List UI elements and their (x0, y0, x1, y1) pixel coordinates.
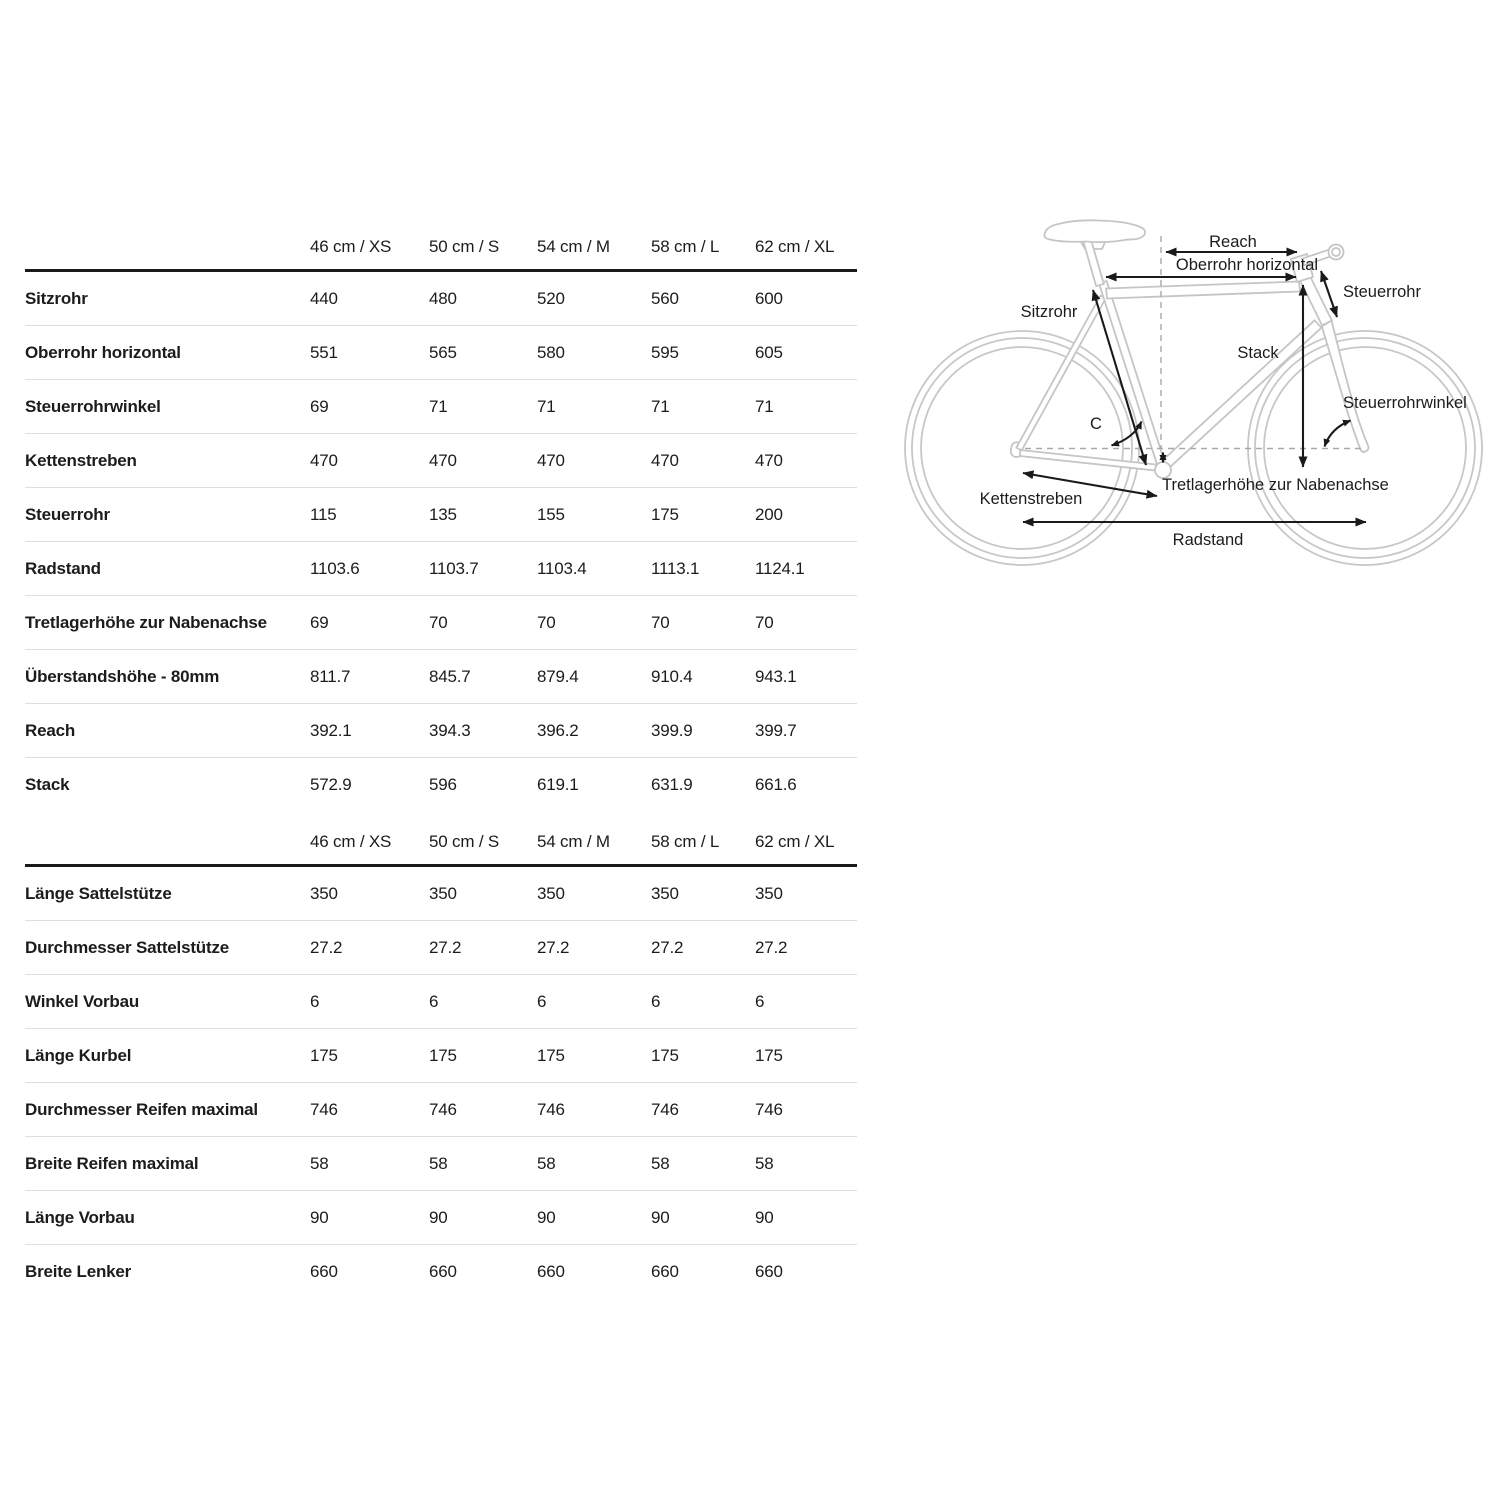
cell-value: 595 (651, 342, 679, 362)
cell-value: 90 (651, 1207, 670, 1227)
cell-value: 470 (755, 450, 783, 470)
head-angle-arc (1325, 421, 1351, 447)
table-row (25, 433, 857, 487)
row-label: Stack (25, 774, 70, 794)
cell-value: 350 (755, 883, 783, 903)
cell-value: 1124.1 (755, 558, 805, 578)
table-row (25, 1190, 857, 1244)
size-column-header: 46 cm / XS (310, 237, 392, 256)
tretlagerhoehe-label: Tretlagerhöhe zur Nabenachse (1162, 476, 1389, 494)
row-label: Durchmesser Reifen maximal (25, 1099, 258, 1119)
cell-value: 879.4 (537, 666, 579, 686)
row-label: Radstand (25, 558, 101, 578)
cell-value: 470 (537, 450, 565, 470)
cell-value: 1103.4 (537, 558, 587, 578)
cell-value: 70 (537, 612, 556, 632)
steuerrohrwinkel-label: Steuerrohrwinkel (1343, 394, 1467, 412)
row-label: Länge Vorbau (25, 1207, 135, 1227)
cell-value: 135 (429, 504, 457, 524)
down-tube (1163, 320, 1322, 467)
cell-value: 155 (537, 504, 565, 524)
cell-value: 71 (537, 396, 556, 416)
cell-value: 71 (429, 396, 448, 416)
table-row (25, 595, 857, 649)
size-column-header: 62 cm / XL (755, 237, 835, 256)
cell-value: 6 (755, 991, 765, 1011)
cell-value: 6 (651, 991, 661, 1011)
cell-value: 746 (651, 1099, 679, 1119)
row-label: Steuerrohr (25, 504, 110, 524)
cell-value: 580 (537, 342, 565, 362)
table-row (25, 1082, 857, 1136)
cell-value: 560 (651, 288, 679, 308)
cell-value: 470 (429, 450, 457, 470)
row-label: Winkel Vorbau (25, 991, 140, 1011)
cell-value: 661.6 (755, 774, 797, 794)
size-column-header: 54 cm / M (537, 832, 610, 851)
stack-label: Stack (1237, 344, 1279, 362)
cell-value: 175 (651, 504, 679, 524)
reach-label: Reach (1209, 233, 1257, 251)
cell-value: 396.2 (537, 720, 579, 740)
cell-value: 6 (310, 991, 320, 1011)
cell-value: 71 (755, 396, 774, 416)
cell-value: 175 (429, 1045, 457, 1065)
sitzrohr-label: Sitzrohr (1020, 303, 1078, 321)
cell-value: 660 (310, 1261, 338, 1281)
table-row (25, 757, 857, 811)
table-row (25, 703, 857, 757)
size-column-header: 54 cm / M (537, 237, 610, 256)
cell-value: 70 (429, 612, 448, 632)
handlebar-inner (1332, 248, 1340, 256)
bike-geometry-diagram (880, 190, 1500, 610)
cell-value: 70 (755, 612, 774, 632)
cell-value: 392.1 (310, 720, 352, 740)
cell-value: 572.9 (310, 774, 352, 794)
cell-value: 660 (755, 1261, 783, 1281)
cell-value: 470 (651, 450, 679, 470)
row-label: Breite Reifen maximal (25, 1153, 199, 1173)
size-column-header: 50 cm / S (429, 832, 500, 851)
cell-value: 619.1 (537, 774, 579, 794)
row-label: Länge Sattelstütze (25, 883, 172, 903)
row-label: Breite Lenker (25, 1261, 132, 1281)
cell-value: 480 (429, 288, 457, 308)
cell-value: 175 (651, 1045, 679, 1065)
row-label: Tretlagerhöhe zur Nabenachse (25, 612, 267, 632)
row-label: Reach (25, 720, 76, 740)
seat-angle-c-label: C (1090, 415, 1102, 433)
cell-value: 565 (429, 342, 457, 362)
cell-value: 470 (310, 450, 338, 470)
size-column-header: 58 cm / L (651, 237, 720, 256)
cell-value: 350 (651, 883, 679, 903)
seat-tube (1099, 281, 1167, 471)
cell-value: 399.9 (651, 720, 693, 740)
row-label: Steuerrohrwinkel (25, 396, 161, 416)
cell-value: 69 (310, 612, 329, 632)
cell-value: 605 (755, 342, 783, 362)
cell-value: 70 (651, 612, 670, 632)
table-row (25, 649, 857, 703)
geometry-table-frame (25, 225, 857, 811)
cell-value: 746 (310, 1099, 338, 1119)
table-row (25, 272, 857, 325)
cell-value: 746 (755, 1099, 783, 1119)
row-label: Überstandshöhe - 80mm (25, 666, 220, 686)
table-row (25, 487, 857, 541)
cell-value: 660 (651, 1261, 679, 1281)
kettenstreben-label: Kettenstreben (979, 490, 1083, 508)
cell-value: 90 (755, 1207, 774, 1227)
row-label: Länge Kurbel (25, 1045, 132, 1065)
cell-value: 350 (429, 883, 457, 903)
cell-value: 660 (537, 1261, 565, 1281)
size-column-header: 50 cm / S (429, 237, 500, 256)
table-row (25, 541, 857, 595)
size-column-header: 46 cm / XS (310, 832, 392, 851)
cell-value: 58 (755, 1153, 774, 1173)
cell-value: 27.2 (537, 937, 570, 957)
cell-value: 90 (537, 1207, 556, 1227)
cell-value: 440 (310, 288, 338, 308)
cell-value: 175 (755, 1045, 783, 1065)
cell-value: 551 (310, 342, 338, 362)
cell-value: 58 (537, 1153, 556, 1173)
cell-value: 350 (537, 883, 565, 903)
steuerrohr-label: Steuerrohr (1343, 283, 1421, 301)
cell-value: 90 (429, 1207, 448, 1227)
cell-value: 399.7 (755, 720, 797, 740)
cell-value: 746 (537, 1099, 565, 1119)
cell-value: 200 (755, 504, 783, 524)
cell-value: 943.1 (755, 666, 797, 686)
table-row (25, 1244, 857, 1298)
size-header-row (25, 225, 857, 272)
table-row (25, 1028, 857, 1082)
cell-value: 394.3 (429, 720, 471, 740)
cell-value: 1103.6 (310, 558, 360, 578)
table-row (25, 867, 857, 920)
cell-value: 175 (537, 1045, 565, 1065)
cell-value: 6 (429, 991, 439, 1011)
row-label: Durchmesser Sattelstütze (25, 937, 229, 957)
row-label: Sitzrohr (25, 288, 88, 308)
cell-value: 27.2 (429, 937, 462, 957)
cell-value: 175 (310, 1045, 338, 1065)
cell-value: 520 (537, 288, 565, 308)
radstand-label: Radstand (1172, 531, 1244, 549)
cell-value: 6 (537, 991, 547, 1011)
geometry-table-components (25, 820, 857, 1298)
cell-value: 58 (651, 1153, 670, 1173)
size-header-row (25, 820, 857, 867)
table-row (25, 974, 857, 1028)
cell-value: 58 (310, 1153, 329, 1173)
cell-value: 90 (310, 1207, 329, 1227)
cell-value: 27.2 (755, 937, 788, 957)
cell-value: 58 (429, 1153, 448, 1173)
cell-value: 660 (429, 1261, 457, 1281)
cell-value: 115 (310, 504, 337, 524)
table-row (25, 920, 857, 974)
cell-value: 910.4 (651, 666, 693, 686)
cell-value: 845.7 (429, 666, 471, 686)
oberrohr-label: Oberrohr horizontal (1175, 256, 1319, 274)
size-column-header: 58 cm / L (651, 832, 720, 851)
cell-value: 596 (429, 774, 457, 794)
size-column-header: 62 cm / XL (755, 832, 835, 851)
cell-value: 631.9 (651, 774, 693, 794)
table-row (25, 325, 857, 379)
row-label: Oberrohr horizontal (25, 342, 181, 362)
cell-value: 1103.7 (429, 558, 479, 578)
table-row (25, 1136, 857, 1190)
cell-value: 811.7 (310, 666, 351, 686)
cell-value: 69 (310, 396, 329, 416)
cell-value: 746 (429, 1099, 457, 1119)
cell-value: 27.2 (310, 937, 343, 957)
cell-value: 27.2 (651, 937, 684, 957)
cell-value: 600 (755, 288, 783, 308)
table-row (25, 379, 857, 433)
top-tube (1106, 282, 1300, 299)
row-label: Kettenstreben (25, 450, 137, 470)
cell-value: 350 (310, 883, 338, 903)
saddle (1044, 220, 1145, 242)
geometry-tables (25, 225, 857, 1298)
cell-value: 1113.1 (651, 558, 700, 578)
cell-value: 71 (651, 396, 670, 416)
